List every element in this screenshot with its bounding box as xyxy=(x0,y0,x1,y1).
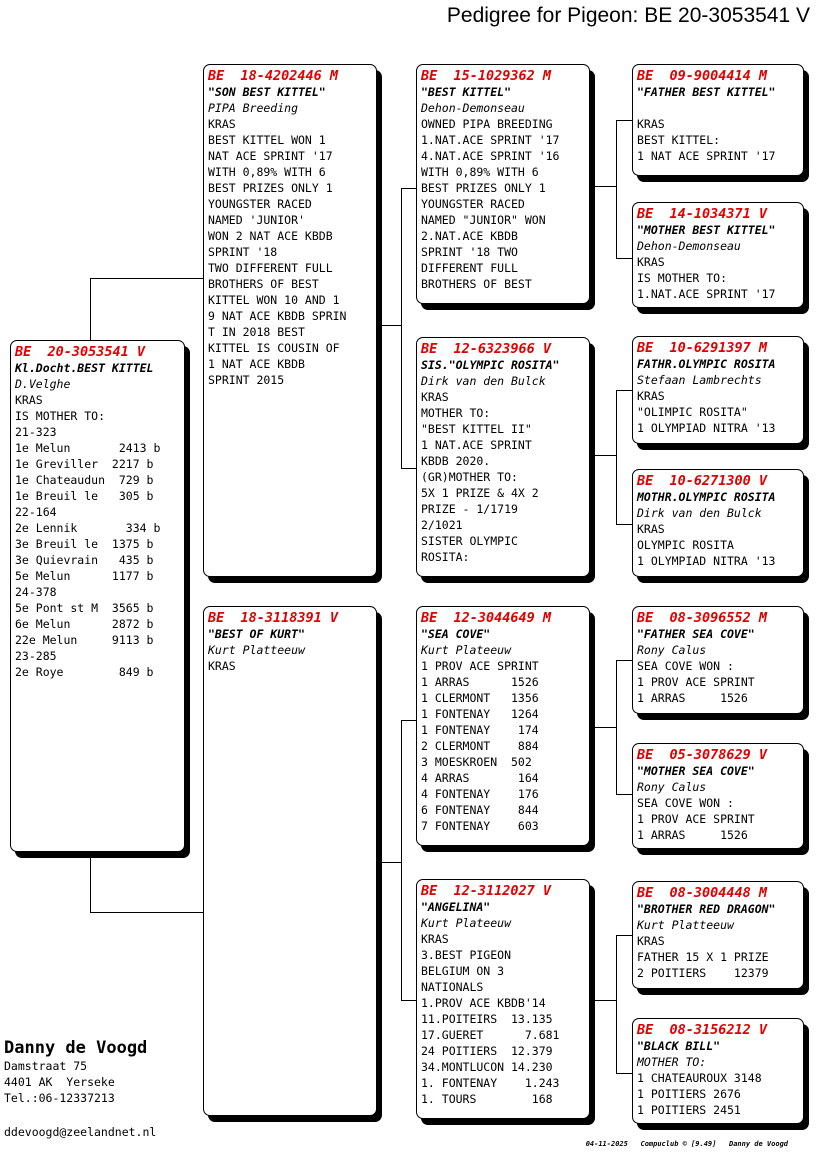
info-line: BEST PRIZES ONLY 1 xyxy=(421,181,546,195)
breeder-name: Kurt Plateeuw xyxy=(421,643,512,657)
connector-line xyxy=(401,188,417,189)
connector-line xyxy=(616,258,632,259)
breeder-name: Dirk van den Bulck xyxy=(637,506,762,520)
info-line: (GR)MOTHER TO: xyxy=(421,470,518,484)
pigeon-card-mother-father[interactable] xyxy=(416,606,590,846)
info-line: 4 ARRAS 164 xyxy=(421,771,539,785)
info-line: NAMED "JUNIOR" WON xyxy=(421,213,546,227)
owner-street: Damstraat 75 xyxy=(4,1059,88,1073)
ring-number: BE 05-3078629 V xyxy=(637,747,768,763)
info-line: KRAS xyxy=(421,932,449,946)
info-line: IS MOTHER TO: xyxy=(15,409,106,423)
info-line: 24 POITIERS 12.379 xyxy=(421,1044,553,1058)
info-line: KRAS xyxy=(637,522,665,536)
info-line: T IN 2018 BEST xyxy=(208,325,305,339)
ring-number: BE 10-6271300 V xyxy=(637,473,768,489)
info-line: KRAS xyxy=(421,390,449,404)
breeder-name: MOTHER TO: xyxy=(637,1055,707,1069)
info-line: KRAS xyxy=(637,117,665,131)
ring-number: BE 12-6323966 V xyxy=(421,341,552,357)
info-line: SPRINT '18 TWO xyxy=(421,245,518,259)
connector-line xyxy=(401,1000,417,1001)
info-line: NAT ACE SPRINT '17 xyxy=(208,149,333,163)
pigeon-name: "BLACK BILL" xyxy=(637,1039,721,1053)
connector-line xyxy=(401,720,402,1000)
info-line: 1 ARRAS 1526 xyxy=(637,828,748,842)
pigeon-name: "MOTHER BEST KITTEL" xyxy=(637,223,776,237)
ring-number: BE 18-4202446 M xyxy=(208,68,339,84)
info-line: MOTHER TO: xyxy=(421,406,491,420)
pigeon-name: Kl.Docht.BEST KITTEL xyxy=(15,361,154,375)
connector-line xyxy=(616,120,617,258)
pigeon-name: "ANGELINA" xyxy=(421,900,491,914)
info-line: 23-285 xyxy=(15,649,57,663)
pigeon-card-mfm[interactable] xyxy=(632,743,804,849)
info-line: PRIZE - 1/1719 xyxy=(421,502,518,516)
info-line: "BEST KITTEL II" xyxy=(421,422,532,436)
info-line: WITH 0,89% WITH 6 xyxy=(421,165,539,179)
breeder-name: Stefaan Lambrechts xyxy=(637,373,762,387)
info-line: 1e Melun 2413 b xyxy=(15,441,161,455)
ring-number: BE 12-3112027 V xyxy=(421,883,552,899)
breeder-name: PIPA Breeding xyxy=(208,101,299,115)
info-line: "OLIMPIC ROSITA" xyxy=(637,405,748,419)
info-line: KBDB 2020. xyxy=(421,454,491,468)
ring-number: BE 18-3118391 V xyxy=(208,610,339,626)
info-line: 6 FONTENAY 844 xyxy=(421,803,539,817)
connector-line xyxy=(401,468,417,469)
info-line: BROTHERS OF BEST xyxy=(208,277,319,291)
pigeon-card-father[interactable] xyxy=(203,64,377,577)
pigeon-name: "BROTHER RED DRAGON" xyxy=(637,902,776,916)
pigeon-name: SIS."OLYMPIC ROSITA" xyxy=(421,358,560,372)
info-line: KRAS xyxy=(15,393,43,407)
pigeon-name: "SON BEST KITTEL" xyxy=(208,85,326,99)
info-line: 5e Melun 1177 b xyxy=(15,569,154,583)
info-line: 3e Breuil le 1375 b xyxy=(15,537,154,551)
info-line: 1e Breuil le 305 b xyxy=(15,489,154,503)
info-line: 2e Lennik 334 b xyxy=(15,521,161,535)
info-line: 5e Pont st M 3565 b xyxy=(15,601,154,615)
breeder-name: Rony Calus xyxy=(637,643,707,657)
info-line: BROTHERS OF BEST xyxy=(421,277,532,291)
info-line: 1. FONTENAY 1.243 xyxy=(421,1076,560,1090)
info-line: 1 FONTENAY 174 xyxy=(421,723,539,737)
breeder-name: Kurt Platteeuw xyxy=(637,918,734,932)
info-line: IS MOTHER TO: xyxy=(637,271,728,285)
info-line: 1 NAT ACE SPRINT '17 xyxy=(637,149,776,163)
breeder-name: Rony Calus xyxy=(637,780,707,794)
connector-line xyxy=(90,852,91,912)
breeder-name: Kurt Plateeuw xyxy=(421,916,512,930)
info-line: KRAS xyxy=(208,659,236,673)
pigeon-card-ffa[interactable] xyxy=(632,64,804,176)
pigeon-card-mmm[interactable] xyxy=(632,1018,804,1124)
info-line: 1 FONTENAY 1264 xyxy=(421,707,539,721)
owner-phone: Tel.:06-12337213 xyxy=(4,1091,115,1105)
info-line: 1 ARRAS 1526 xyxy=(421,675,539,689)
info-line: SEA COVE WON : xyxy=(637,659,734,673)
info-line: YOUNGSTER RACED xyxy=(208,197,312,211)
info-line: BELGIUM ON 3 xyxy=(421,964,505,978)
info-line: 1 PROV ACE SPRINT xyxy=(421,659,539,673)
info-line: 7 FONTENAY 603 xyxy=(421,819,539,833)
info-line: ROSITA: xyxy=(421,550,470,564)
ring-number: BE 12-3044649 M xyxy=(421,610,552,626)
connector-line xyxy=(616,794,632,795)
pigeon-name: MOTHR.OLYMPIC ROSITA xyxy=(637,490,776,504)
pigeon-card-father-mother[interactable] xyxy=(416,337,590,577)
connector-line xyxy=(380,325,402,326)
pigeon-card-father-father[interactable] xyxy=(416,64,590,304)
connector-line xyxy=(594,455,617,456)
ring-number: BE 10-6291397 M xyxy=(637,340,768,356)
info-line: SEA COVE WON : xyxy=(637,796,734,810)
connector-line xyxy=(616,524,632,525)
info-line: TWO DIFFERENT FULL xyxy=(208,261,333,275)
connector-line xyxy=(380,862,402,863)
owner-info xyxy=(4,1038,147,1106)
info-line: KRAS xyxy=(637,389,665,403)
ring-number: BE 08-3096552 M xyxy=(637,610,768,626)
pigeon-name: "MOTHER SEA COVE" xyxy=(637,764,755,778)
info-line: 2/1021 xyxy=(421,518,463,532)
pigeon-name: "BEST KITTEL" xyxy=(421,85,512,99)
pigeon-card-mother-mother[interactable] xyxy=(416,879,590,1119)
info-line: 2 POITIERS 12379 xyxy=(637,966,769,980)
info-line: 2.NAT.ACE KBDB xyxy=(421,229,518,243)
info-line: FATHER 15 X 1 PRIZE xyxy=(637,950,769,964)
info-line: OLYMPIC ROSITA xyxy=(637,538,734,552)
info-line: 1e Chateaudun 729 b xyxy=(15,473,154,487)
info-line: 1 NAT.ACE SPRINT xyxy=(421,438,532,452)
connector-line xyxy=(90,912,204,913)
connector-line xyxy=(594,186,617,187)
pigeon-name: FATHR.OLYMPIC ROSITA xyxy=(637,357,776,371)
info-line: 3 MOESKROEN 502 xyxy=(421,755,532,769)
info-line: 1. TOURS 168 xyxy=(421,1092,553,1106)
info-line: KRAS xyxy=(637,255,665,269)
pigeon-card-mff[interactable] xyxy=(632,606,804,714)
info-line: 1 PROV ACE SPRINT xyxy=(637,812,755,826)
info-line: SPRINT '18 xyxy=(208,245,278,259)
info-line: 24-378 xyxy=(15,585,57,599)
ring-number: BE 14-1034371 V xyxy=(637,206,768,222)
ring-number: BE 09-9004414 M xyxy=(637,68,768,84)
breeder-name: Dehon-Demonseau xyxy=(637,239,741,253)
info-line: KRAS xyxy=(637,934,665,948)
breeder-name: D.Velghe xyxy=(15,377,71,391)
pigeon-name: "FATHER SEA COVE" xyxy=(637,627,755,641)
info-line: 22e Melun 9113 b xyxy=(15,633,154,647)
info-line: 5X 1 PRIZE & 4X 2 xyxy=(421,486,539,500)
info-line: BEST KITTEL WON 1 xyxy=(208,133,326,147)
ring-number: BE 15-1029362 M xyxy=(421,68,552,84)
pigeon-card-mother[interactable] xyxy=(203,606,377,1116)
info-line: SISTER OLYMPIC xyxy=(421,534,518,548)
info-line: 3.BEST PIGEON xyxy=(421,948,512,962)
info-line: WITH 0,89% WITH 6 xyxy=(208,165,326,179)
info-line: 6e Melun 2872 b xyxy=(15,617,154,631)
info-line: 1 POITIERS 2676 xyxy=(637,1087,741,1101)
info-line: 4.NAT.ACE SPRINT '16 xyxy=(421,149,560,163)
pigeon-name: "BEST OF KURT" xyxy=(208,627,305,641)
info-line: 1 PROV ACE SPRINT xyxy=(637,675,755,689)
breeder-name: Dehon-Demonseau xyxy=(421,101,525,115)
info-line: 1 OLYMPIAD NITRA '13 xyxy=(637,554,776,568)
pigeon-card-subject[interactable] xyxy=(10,340,185,852)
connector-line xyxy=(401,188,402,468)
connector-line xyxy=(616,390,632,391)
breeder-name: Kurt Platteeuw xyxy=(208,643,305,657)
info-line: 1 NAT ACE KBDB xyxy=(208,357,305,371)
info-line: 1.NAT.ACE SPRINT '17 xyxy=(637,287,776,301)
page-title: Pedigree for Pigeon: BE 20-3053541 V xyxy=(446,4,810,27)
pigeon-name: "FATHER BEST KITTEL" xyxy=(637,85,776,99)
info-line: 3e Quievrain 435 b xyxy=(15,553,154,567)
owner-city: 4401 AK Yerseke xyxy=(4,1075,115,1089)
info-line: SPRINT 2015 xyxy=(208,373,285,387)
pigeon-card-ffm[interactable] xyxy=(632,202,804,308)
info-line: NATIONALS xyxy=(421,980,484,994)
info-line: 1 CLERMONT 1356 xyxy=(421,691,539,705)
info-line: NAMED 'JUNIOR' xyxy=(208,213,305,227)
connector-line xyxy=(594,1000,617,1001)
connector-line xyxy=(90,278,204,279)
pigeon-name: "SEA COVE" xyxy=(421,627,491,641)
ring-number: BE 08-3156212 V xyxy=(637,1022,768,1038)
info-line: 1 ARRAS 1526 xyxy=(637,691,748,705)
ring-number: BE 08-3004448 M xyxy=(637,885,768,901)
info-line: BEST PRIZES ONLY 1 xyxy=(208,181,333,195)
info-line: 2 CLERMONT 884 xyxy=(421,739,539,753)
info-line: 11.POITEIRS 13.135 xyxy=(421,1012,553,1026)
connector-line xyxy=(401,720,417,721)
ring-number: BE 20-3053541 V xyxy=(15,344,146,360)
info-line: 1.NAT.ACE SPRINT '17 xyxy=(421,133,560,147)
pigeon-card-fmf[interactable] xyxy=(632,336,804,444)
connector-line xyxy=(616,1073,632,1074)
info-line: WON 2 NAT ACE KBDB xyxy=(208,229,333,243)
connector-line xyxy=(616,120,632,121)
info-line: KITTEL IS COUSIN OF xyxy=(208,341,340,355)
info-line: 1 CHATEAUROUX 3148 xyxy=(637,1071,762,1085)
pigeon-card-fmm[interactable] xyxy=(632,469,804,577)
info-line: 21-323 xyxy=(15,425,57,439)
info-line: KRAS xyxy=(208,117,236,131)
info-line: 17.GUERET 7.681 xyxy=(421,1028,560,1042)
info-line: OWNED PIPA BREEDING xyxy=(421,117,553,131)
connector-line xyxy=(90,278,91,340)
info-line: 1 OLYMPIAD NITRA '13 xyxy=(637,421,776,435)
breeder-name: Dirk van den Bulck xyxy=(421,374,546,388)
info-line: 1.PROV ACE KBDB'14 xyxy=(421,996,546,1010)
breeder-name xyxy=(637,100,799,116)
info-line: 4 FONTENAY 176 xyxy=(421,787,539,801)
connector-line xyxy=(616,935,632,936)
owner-name: Danny de Voogd xyxy=(4,1038,148,1058)
info-line: DIFFERENT FULL xyxy=(421,261,518,275)
info-line: 22-164 xyxy=(15,505,57,519)
info-line: 34.MONTLUCON 14.230 xyxy=(421,1060,553,1074)
info-line: BEST KITTEL: xyxy=(637,133,721,147)
connector-line xyxy=(594,727,617,728)
connector-line xyxy=(616,660,632,661)
info-line: YOUNGSTER RACED xyxy=(421,197,525,211)
connector-line xyxy=(616,935,617,1073)
connector-line xyxy=(616,390,617,524)
owner-email[interactable]: ddevoogd@zeelandnet.nl xyxy=(4,1125,157,1139)
info-line: 2e Roye 849 b xyxy=(15,665,154,679)
footer-credit: 04-11-2025 Compuclub © [9.49] Danny de Voogd xyxy=(585,1140,788,1148)
info-line: 1e Greviller 2217 b xyxy=(15,457,154,471)
info-line: KITTEL WON 10 AND 1 xyxy=(208,293,340,307)
info-line: 9 NAT ACE KBDB SPRIN xyxy=(208,309,347,323)
pigeon-card-mmf[interactable] xyxy=(632,881,804,989)
info-line: 1 POITIERS 2451 xyxy=(637,1103,741,1117)
